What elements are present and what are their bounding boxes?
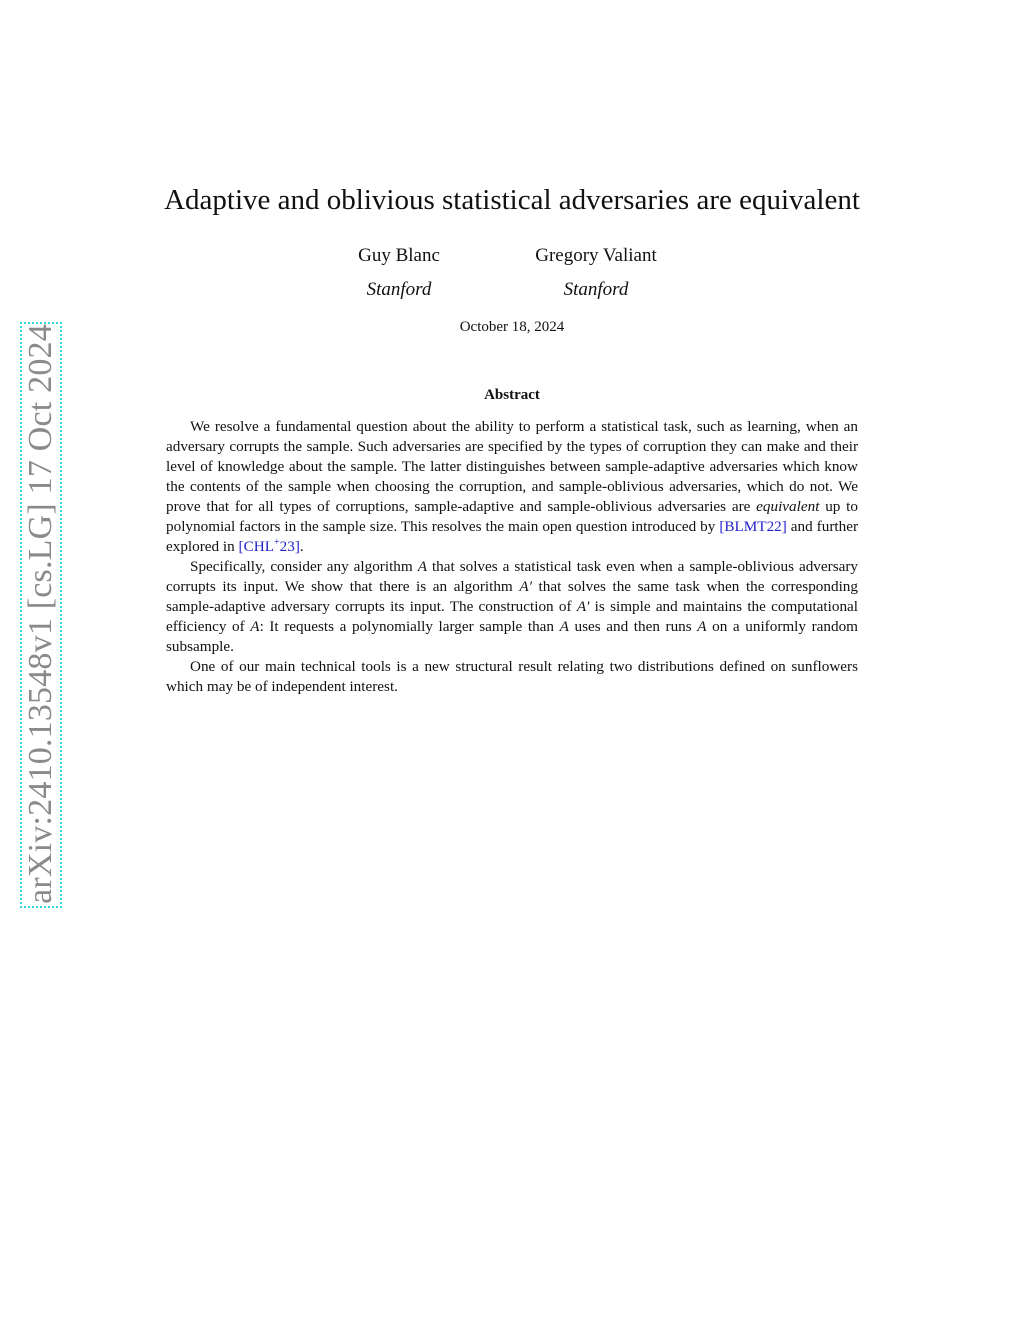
math-variable: A	[559, 618, 569, 635]
abstract-heading: Abstract	[484, 387, 540, 403]
abstract-paragraph-2	[166, 557, 858, 657]
math-variable: A	[417, 558, 427, 575]
author-affiliation: Stanford	[366, 279, 432, 300]
author-block	[515, 245, 677, 301]
abstract-text: .	[299, 538, 304, 555]
abstract-text: on a uniformly random subsample.	[166, 618, 858, 655]
citation-text: 23]	[279, 538, 300, 555]
abstract-paragraph-3: One of our main technical tools is a new structural result relating two distributions defined on sunflowers which may be of independent interest.	[166, 658, 858, 695]
abstract-text: is simple and maintains the computational efficiency of	[166, 598, 859, 635]
math-variable: A′	[519, 578, 532, 595]
abstract-paragraph-1	[166, 417, 858, 557]
math-variable: A	[250, 618, 260, 635]
author-affiliation: Stanford	[563, 279, 629, 300]
abstract-text: that solves a statistical task even when a sample-oblivious adversary corrupts its input. We show that there is an algorithm	[166, 558, 858, 595]
citation-link-chl23[interactable]	[239, 538, 300, 555]
abstract-text: : It requests a polynomially larger sample than	[259, 618, 560, 635]
arxiv-stamp: arXiv:2410.13548v1 [cs.LG] 17 Oct 2024	[22, 324, 59, 904]
citation-text: [CHL	[238, 538, 274, 555]
abstract-text: that solves the same task when the corresponding sample-adaptive adversary corrupts its input. The construction of	[166, 578, 858, 615]
abstract-body	[166, 417, 858, 697]
paper-date: October 18, 2024	[459, 319, 565, 335]
math-variable: A′	[576, 598, 590, 615]
citation-superscript: +	[273, 536, 280, 548]
author-name: Guy Blanc	[358, 245, 440, 266]
author-name: Gregory Valiant	[535, 245, 657, 266]
citation-link-blmt22[interactable]: [BLMT22]	[719, 518, 787, 535]
emphasis-equivalent: equivalent	[756, 498, 820, 515]
paper-title: Adaptive and oblivious statistical adversaries are equivalent	[164, 184, 860, 216]
abstract-text: We resolve a fundamental question about the ability to perform a statistical task, such as learning, when an adversary corrupts the sample. Such adversaries are specified by the types of corruption they can make and their level of knowledge about the sample. The latter distinguishes between sample-adaptive adversaries which know the contents of the sample when choosing the corruption, and sample-oblivious adversaries, which do not. We prove that for all types of corruptions, sample-adaptive and sample-oblivious adversaries are	[166, 418, 858, 515]
abstract-text: and further explored in	[166, 518, 859, 555]
math-variable: A	[697, 618, 707, 635]
abstract-text: Specifically, consider any algorithm	[190, 558, 418, 575]
abstract-text: up to polynomial factors in the sample size. This resolves the main open question introduced by	[166, 498, 858, 535]
author-block	[338, 245, 460, 301]
abstract-text: uses and then runs	[568, 618, 698, 635]
